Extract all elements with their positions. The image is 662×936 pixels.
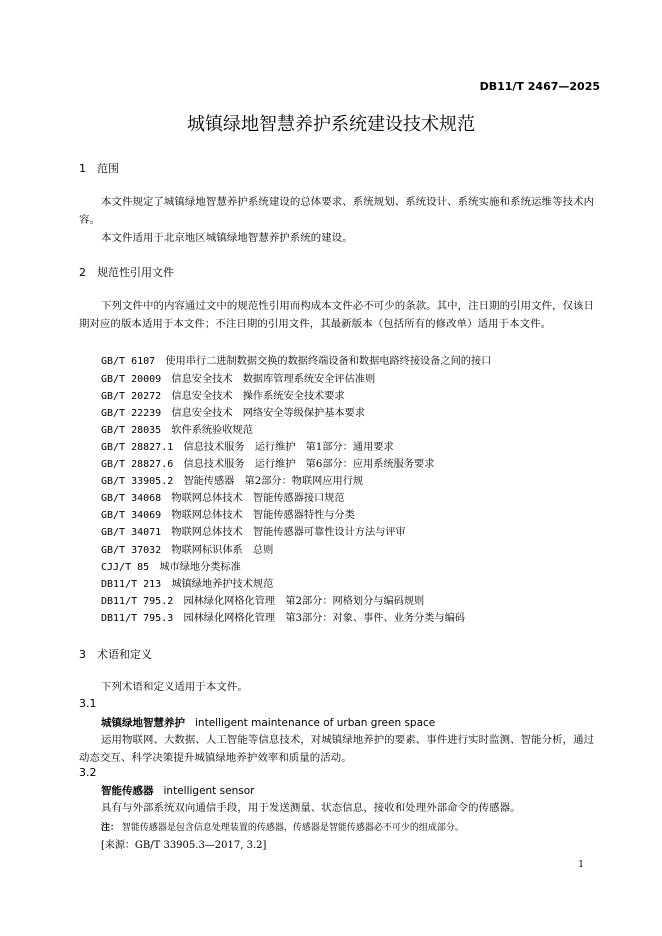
reference-item — [101, 592, 424, 607]
paragraph: 下列文件中的内容通过文中的规范性引用而构成本文件必不可少的条款。其中，注日期的引用文件，仅该日期对应的版本适用于本文件；不注日期的引用文件，其最新版本（包括所有的修改单）适用于本文件。 — [79, 300, 595, 330]
paragraph: 下列术语和定义适用于本文件。 — [101, 681, 248, 693]
section-number: 2 — [79, 266, 86, 279]
term-definition: 运用物联网、大数据、人工智能等信息技术，对城镇绿地养护的要素、事件进行实时监测、智能分析，通过动态交互、科学决策提升城镇绿地养护效率和质量的活动。 — [79, 734, 595, 764]
reference-code: GB/T 6107 — [101, 356, 156, 367]
reference-title: 物联网总体技术 智能传感器特性与分类 — [171, 510, 355, 521]
reference-item — [101, 558, 241, 573]
reference-item — [101, 387, 345, 402]
section-heading-terms — [79, 646, 152, 662]
reference-title: 信息技术服务 运行维护 第1部分：通用要求 — [183, 442, 394, 453]
document-number: DB11/T 2467—2025 — [479, 80, 600, 93]
reference-code: DB11/T 795.3 — [101, 613, 174, 624]
section-title: 范围 — [97, 162, 119, 175]
page-number: 1 — [578, 860, 584, 870]
reference-code: GB/T 34071 — [101, 527, 162, 538]
section-number: 1 — [79, 162, 86, 175]
section-heading-scope — [79, 160, 119, 176]
reference-code: DB11/T 213 — [101, 579, 162, 590]
reference-title: 信息安全技术 操作系统安全技术要求 — [171, 391, 345, 402]
term-note — [101, 820, 464, 833]
reference-code: CJJ/T 85 — [101, 562, 150, 573]
reference-item — [101, 575, 273, 590]
term-number: 3.2 — [79, 766, 97, 779]
section-title: 术语和定义 — [97, 648, 152, 661]
reference-item — [101, 489, 345, 504]
reference-code: GB/T 34069 — [101, 510, 162, 521]
reference-title: 信息安全技术 数据库管理系统安全评估准则 — [171, 374, 376, 385]
reference-item — [101, 609, 465, 624]
section-title: 规范性引用文件 — [97, 266, 174, 279]
note-text: 智能传感器是包含信息处理装置的传感器，传感器是智能传感器必不可少的组成部分。 — [121, 823, 464, 833]
reference-item — [101, 352, 491, 367]
section-heading-normative-references — [79, 264, 174, 280]
reference-item — [101, 455, 434, 470]
reference-title: 城市绿地分类标准 — [159, 562, 241, 573]
reference-title: 城镇绿地养护技术规范 — [171, 579, 274, 590]
reference-code: GB/T 28827.6 — [101, 459, 174, 470]
term-chinese: 城镇绿地智慧养护 — [101, 717, 185, 729]
term-definition: 具有与外部系统双向通信手段，用于发送测量、状态信息，接收和处理外部命令的传感器。 — [101, 802, 521, 814]
reference-code: GB/T 22239 — [101, 408, 162, 419]
reference-title: 物联网总体技术 智能传感器接口规范 — [171, 493, 345, 504]
reference-title: 园林绿化网格化管理 第3部分：对象、事件、业务分类与编码 — [183, 613, 465, 624]
reference-code: GB/T 28827.1 — [101, 442, 174, 453]
note-label: 注： — [101, 823, 120, 833]
reference-item — [101, 472, 363, 487]
section-number: 3 — [79, 648, 86, 661]
reference-code: GB/T 33905.2 — [101, 476, 174, 487]
term-entry — [101, 715, 435, 730]
reference-title: 园林绿化网格化管理 第2部分：网格划分与编码规则 — [183, 596, 425, 607]
reference-code: GB/T 20272 — [101, 391, 162, 402]
term-chinese: 智能传感器 — [101, 785, 154, 797]
reference-item — [101, 404, 365, 419]
term-entry — [101, 783, 254, 798]
reference-title: 使用串行二进制数据交换的数据终端设备和数据电路终接设备之间的接口 — [165, 356, 492, 367]
reference-title: 软件系统验收规范 — [171, 425, 253, 436]
reference-item — [101, 506, 355, 521]
reference-code: GB/T 28035 — [101, 425, 162, 436]
paragraph: 本文件适用于北京地区城镇绿地智慧养护系统的建设。 — [101, 232, 353, 244]
reference-code: DB11/T 795.2 — [101, 596, 174, 607]
reference-item — [101, 541, 273, 556]
reference-title: 物联网标识体系 总则 — [171, 545, 274, 556]
reference-code: GB/T 37032 — [101, 545, 162, 556]
reference-item — [101, 421, 253, 436]
term-number: 3.1 — [79, 697, 97, 710]
paragraph: 本文件规定了城镇绿地智慧养护系统建设的总体要求、系统规划、系统设计、系统实施和系统运维等技术内容。 — [79, 196, 595, 226]
reference-title: 智能传感器 第2部分：物联网应用行规 — [183, 476, 364, 487]
term-english: intelligent maintenance of urban green space — [195, 717, 436, 729]
reference-code: GB/T 34068 — [101, 493, 162, 504]
reference-item — [101, 523, 406, 538]
reference-code: GB/T 20009 — [101, 374, 162, 385]
document-title: 城镇绿地智慧养护系统建设技术规范 — [187, 114, 475, 135]
reference-title: 物联网总体技术 智能传感器可靠性设计方法与评审 — [171, 527, 406, 538]
reference-item — [101, 370, 375, 385]
reference-item — [101, 438, 394, 453]
term-english: intelligent sensor — [163, 785, 255, 797]
term-source: [来源：GB/T 33905.3—2017, 3.2] — [101, 840, 267, 851]
reference-title: 信息安全技术 网络安全等级保护基本要求 — [171, 408, 365, 419]
reference-title: 信息技术服务 运行维护 第6部分：应用系统服务要求 — [183, 459, 435, 470]
